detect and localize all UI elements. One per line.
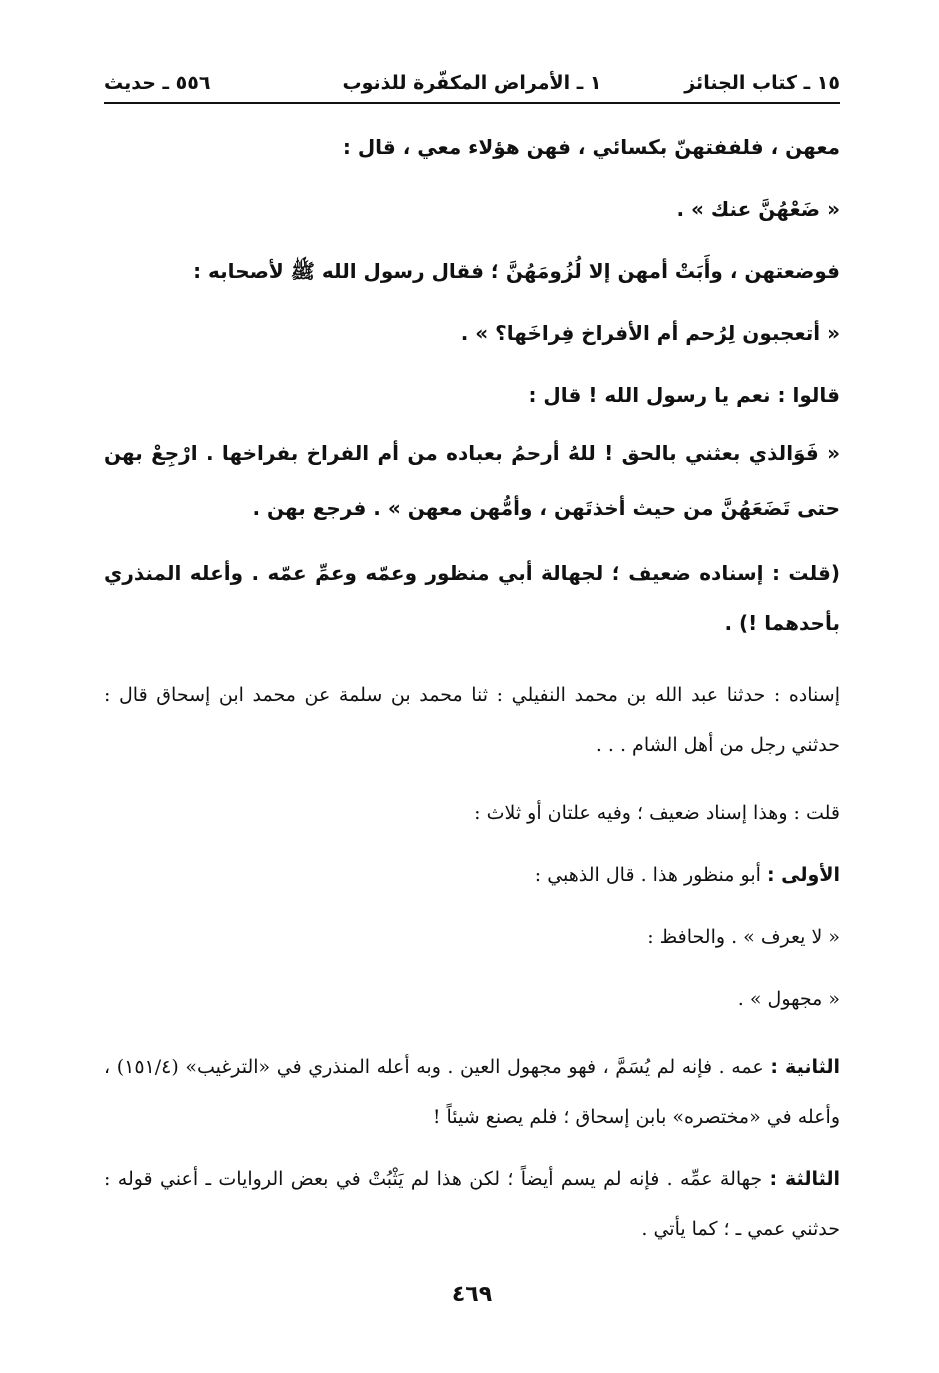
page xyxy=(104,62,840,1352)
header-chapter-title: ١ ـ الأمراض المكفّرة للذنوب xyxy=(342,72,602,94)
third-reason-text: جهالة عمِّه . فإنه لم يسم أيضاً ؛ لكن هذا لم يَثْبُتْ في بعض الروايات ـ أعني قوله : حدثني عمي ـ ؛ كما يأتي . xyxy=(104,1168,840,1240)
header-book-title: ١٥ ـ كتاب الجنائز xyxy=(684,72,840,94)
hadith-line-4: « أتعجبون لِرُحم أم الأفراخ فِراخَها؟ » . xyxy=(460,321,840,345)
isnad-paragraph: إسناده : حدثنا عبد الله بن محمد النفيلي : ثنا محمد بن سلمة عن محمد ابن إسحاق قال : حدثني رجل من أهل الشام . . . xyxy=(104,684,840,756)
hadith-line-6: « فَوَالذي بعثني بالحق ! للهُ أرحمُ بعباده من أم الفراخ بفراخها . ارْجِعْ بهن حتى تَضَعَهُنَّ من حيث أخذتَهن ، وأمُّهن معهن » . فرجع بهن . xyxy=(104,441,840,520)
author-note: (قلت : إسناده ضعيف ؛ لجهالة أبي منظور وعمّه وعمِّ عمّه . وأعله المنذري بأحدهما !) . xyxy=(104,561,840,635)
running-header xyxy=(104,62,840,104)
second-reason-text: عمه . فإنه لم يُسَمَّ ، فهو مجهول العين . وبه أعله المنذري في «الترغيب» (١٥١/٤) ، وأعله في «مختصره» بابن إسحاق ؛ فلم يصنع شيئاً ! xyxy=(104,1056,840,1128)
header-hadith-number: ٥٥٦ ـ حديث xyxy=(104,72,211,94)
first-reason xyxy=(104,844,840,906)
second-reason-label: الثانية : xyxy=(770,1056,840,1078)
page-number: ٤٦٩ xyxy=(451,1282,493,1307)
commentary-intro: قلت : وهذا إسناد ضعيف ؛ وفيه علتان أو ثلاث : xyxy=(474,802,840,824)
hadith-line-2: « ضَعْهُنَّ عنك » . xyxy=(676,197,840,221)
hadith-line-5: قالوا : نعم يا رسول الله ! قال : xyxy=(528,383,840,407)
second-reason xyxy=(104,1042,840,1142)
hadith-line-3: فوضعتهن ، وأَبَتْ أمهن إلا لُزُومَهُنَّ ؛ فقال رسول الله ﷺ لأصحابه : xyxy=(193,259,840,283)
third-reason-label: الثالثة : xyxy=(769,1168,840,1190)
third-reason xyxy=(104,1154,840,1254)
first-reason-quote: « لا يعرف » . والحافظ : xyxy=(647,926,840,948)
first-reason-text: أبو منظور هذا . قال الذهبي : xyxy=(534,864,761,886)
first-reason-label: الأولى : xyxy=(766,864,840,886)
hadith-line-1: معهن ، فلففتهنّ بكسائي ، فهن هؤلاء معي ، قال : xyxy=(342,135,840,159)
first-reason-quote-2: « مجهول » . xyxy=(737,988,840,1010)
